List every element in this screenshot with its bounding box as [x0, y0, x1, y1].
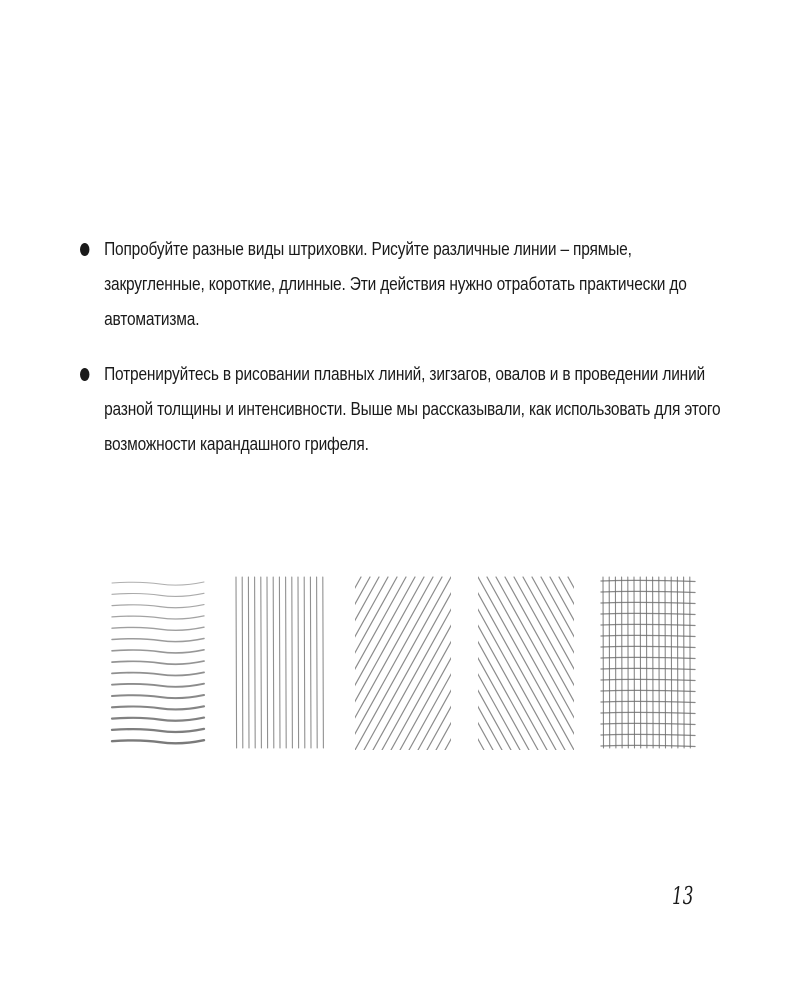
pencil-stroke — [112, 695, 204, 698]
hatch-crosshatch-svg — [600, 575, 696, 750]
pencil-stroke — [601, 690, 695, 691]
pencil-stroke — [112, 718, 204, 721]
pencil-stroke — [236, 577, 237, 748]
hatch-diagonal-falling-svg — [478, 575, 574, 750]
bullet-text: Попробуйте разные виды штриховки. Рисуйте различные линии – прямые, закругленные, короткие, длинные. Эти действия нужно отработать практически до автоматизма. — [104, 239, 687, 329]
pencil-stroke — [601, 712, 695, 713]
hatching-examples — [100, 575, 700, 750]
pencil-stroke — [112, 661, 204, 664]
pencil-stroke — [601, 745, 695, 746]
pencil-stroke — [112, 684, 204, 687]
pencil-stroke — [436, 577, 451, 750]
pencil-stroke — [601, 668, 695, 669]
pencil-stroke — [355, 577, 451, 750]
pencil-stroke — [267, 577, 268, 748]
pencil-stroke — [298, 577, 299, 748]
pencil-stroke — [112, 639, 204, 642]
hatch-horizontal-image — [110, 575, 206, 750]
pencil-stroke — [286, 577, 287, 748]
pencil-stroke — [112, 706, 204, 709]
pencil-stroke — [248, 577, 249, 748]
page-number: 13 — [672, 882, 694, 910]
pencil-stroke — [601, 701, 695, 702]
pencil-stroke — [601, 723, 695, 724]
hatch-diagonal-rising-svg — [355, 575, 451, 750]
pencil-stroke — [255, 577, 256, 748]
pencil-stroke — [112, 593, 204, 596]
pencil-stroke — [382, 577, 451, 750]
pencil-stroke — [355, 577, 370, 750]
pencil-stroke — [355, 577, 424, 750]
bullet-text: Потренируйтесь в рисовании плавных линий, зигзагов, овалов и в проведении линий разной толщины и интенсивности. Выше мы рассказывали, как использовать для этого возможности карандашного грифеля. — [104, 364, 721, 454]
pencil-stroke — [355, 577, 406, 750]
pencil-stroke — [690, 577, 691, 748]
pencil-stroke — [601, 679, 695, 680]
bullet-item — [80, 357, 723, 462]
bullet-item — [80, 232, 723, 337]
hatch-horizontal-svg — [110, 575, 206, 750]
pencil-stroke — [112, 650, 204, 653]
pencil-stroke — [478, 577, 529, 750]
pencil-stroke — [112, 729, 204, 732]
hatch-crosshatch-image — [600, 575, 696, 750]
pencil-stroke — [355, 577, 442, 750]
pencil-stroke — [112, 627, 204, 630]
pencil-stroke — [112, 582, 204, 585]
pencil-stroke — [559, 577, 574, 750]
hatch-diagonal-rising-image — [355, 575, 451, 750]
pencil-stroke — [279, 577, 280, 748]
pencil-stroke — [112, 616, 204, 619]
pencil-stroke — [317, 577, 318, 748]
pencil-stroke — [523, 577, 574, 750]
pencil-stroke — [487, 577, 574, 750]
pencil-stroke — [292, 577, 293, 748]
pencil-stroke — [112, 740, 204, 743]
pencil-stroke — [478, 577, 547, 750]
pencil-stroke — [601, 734, 695, 735]
pencil-stroke — [112, 672, 204, 675]
pencil-stroke — [261, 577, 262, 748]
hatch-vertical-image — [233, 575, 329, 750]
pencil-stroke — [478, 577, 565, 750]
bullet-dot-icon — [80, 243, 89, 256]
pencil-stroke — [323, 577, 324, 748]
pencil-stroke — [400, 577, 451, 750]
pencil-stroke — [242, 577, 243, 748]
bullet-dot-icon — [80, 368, 89, 381]
pencil-stroke — [505, 577, 574, 750]
pencil-stroke — [310, 577, 311, 748]
hatch-diagonal-falling-image — [478, 575, 574, 750]
pencil-stroke — [478, 577, 574, 750]
pencil-stroke — [273, 577, 274, 748]
bullet-list — [80, 232, 721, 482]
pencil-stroke — [304, 577, 305, 748]
pencil-stroke — [364, 577, 451, 750]
pencil-stroke — [112, 605, 204, 608]
hatch-vertical-svg — [233, 575, 329, 750]
pencil-stroke — [478, 577, 493, 750]
